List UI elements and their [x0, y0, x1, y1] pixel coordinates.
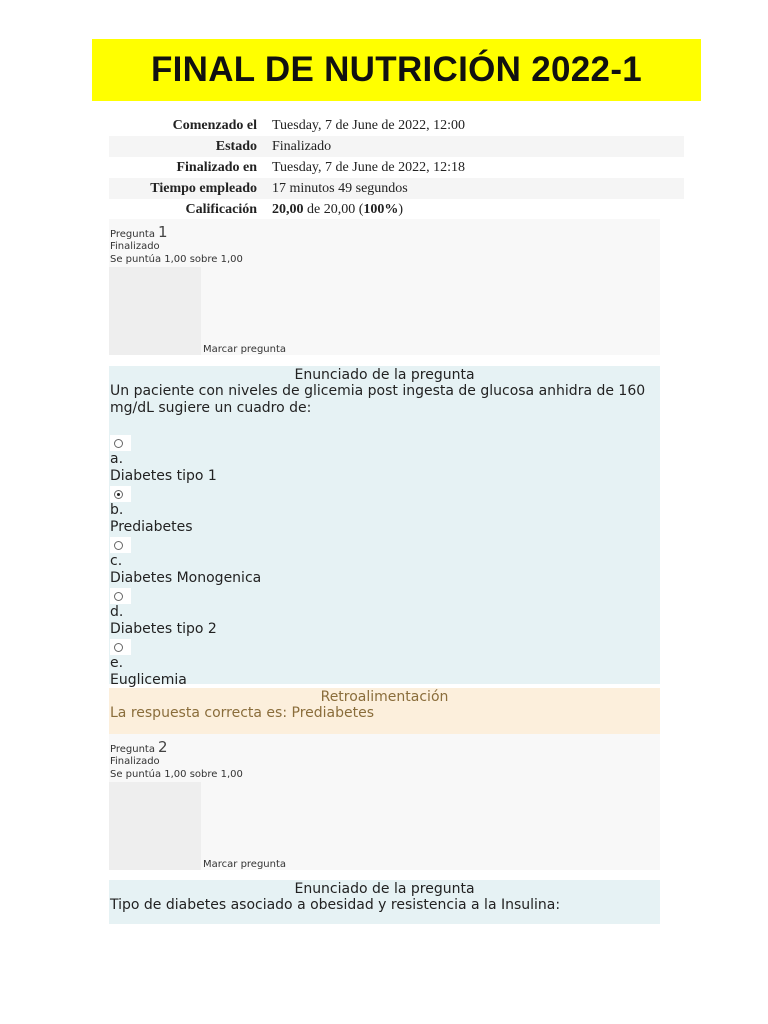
question-1-feedback	[109, 688, 660, 734]
question-state: Finalizado	[110, 756, 160, 767]
question-1-info	[109, 219, 660, 355]
summary-value: Tuesday, 7 de June de 2022, 12:18	[272, 159, 466, 175]
question-number	[110, 738, 168, 756]
answer-option: Diabetes Monogenica	[110, 570, 262, 586]
answer-letter: c.	[110, 553, 123, 569]
flag-question-link[interactable]: Marcar pregunta	[203, 859, 287, 870]
answer-radio-c[interactable]	[110, 537, 131, 553]
question-label: Pregunta	[110, 229, 155, 240]
grade-score: 20,00	[272, 201, 304, 217]
feedback-text: La respuesta correcta es: Prediabetes	[110, 705, 375, 721]
answer-list	[109, 435, 660, 689]
answer-radio-a[interactable]	[110, 435, 131, 451]
summary-row-started	[109, 115, 684, 136]
answer-letter: e.	[110, 655, 124, 671]
answer-option: Diabetes tipo 2	[110, 621, 217, 637]
summary-value: 17 minutos 49 segundos	[272, 178, 684, 199]
question-state: Finalizado	[110, 241, 160, 252]
statement-header: Enunciado de la pregunta	[294, 367, 475, 383]
summary-value: Tuesday, 7 de June de 2022, 12:00	[272, 117, 466, 133]
answer-option: Prediabetes	[110, 519, 193, 535]
page-title: FINAL DE NUTRICIÓN 2022-1	[150, 50, 643, 89]
answer-letter: a.	[110, 451, 124, 467]
summary-label: Calificación	[185, 201, 257, 217]
question-2-info	[109, 734, 660, 870]
title-banner	[92, 39, 701, 101]
summary-row-time	[109, 178, 684, 199]
answer-radio-d[interactable]	[110, 588, 131, 604]
radio-circle-icon	[114, 439, 123, 448]
grade-percent: 100%	[363, 201, 399, 217]
question-number-value: 2	[157, 738, 168, 756]
summary-row-finished	[109, 157, 684, 178]
statement-text: Tipo de diabetes asociado a obesidad y resistencia a la Insulina:	[110, 897, 561, 913]
answer-option: Euglicemia	[110, 672, 187, 688]
summary-row-state	[109, 136, 684, 157]
summary-label: Estado	[109, 136, 272, 157]
attempt-summary-table	[109, 115, 684, 220]
answer-radio-e[interactable]	[110, 639, 131, 655]
summary-label: Finalizado en	[176, 159, 257, 175]
flag-box	[109, 782, 201, 870]
statement-text: Un paciente con niveles de glicemia post ingesta de glucosa anhidra de 160 mg/dL sugiere un cuadro de:	[110, 383, 646, 416]
summary-label: Tiempo empleado	[109, 178, 272, 199]
answer-option: Diabetes tipo 1	[110, 468, 217, 484]
radio-selected-icon	[114, 490, 123, 499]
answer-radio-b[interactable]	[110, 486, 131, 502]
question-grade: Se puntúa 1,00 sobre 1,00	[110, 254, 243, 265]
question-grade: Se puntúa 1,00 sobre 1,00	[110, 769, 243, 780]
summary-row-grade	[109, 199, 684, 220]
summary-value: Finalizado	[272, 136, 684, 157]
flag-question-link[interactable]: Marcar pregunta	[203, 344, 287, 355]
question-number	[110, 223, 168, 241]
question-label: Pregunta	[110, 744, 155, 755]
question-1-content	[109, 366, 660, 688]
question-number-value: 1	[157, 223, 168, 241]
feedback-header: Retroalimentación	[320, 689, 449, 705]
statement-header: Enunciado de la pregunta	[294, 881, 475, 897]
radio-circle-icon	[114, 592, 123, 601]
radio-circle-icon	[114, 541, 123, 550]
grade-middle: de 20,00 (	[303, 201, 364, 217]
grade-end: )	[398, 201, 404, 217]
answer-letter: b.	[110, 502, 124, 518]
flag-box	[109, 267, 201, 355]
grade-value	[272, 199, 684, 220]
question-2-content	[109, 880, 660, 924]
radio-circle-icon	[114, 643, 123, 652]
answer-letter: d.	[110, 604, 124, 620]
summary-label: Comenzado el	[172, 117, 257, 133]
